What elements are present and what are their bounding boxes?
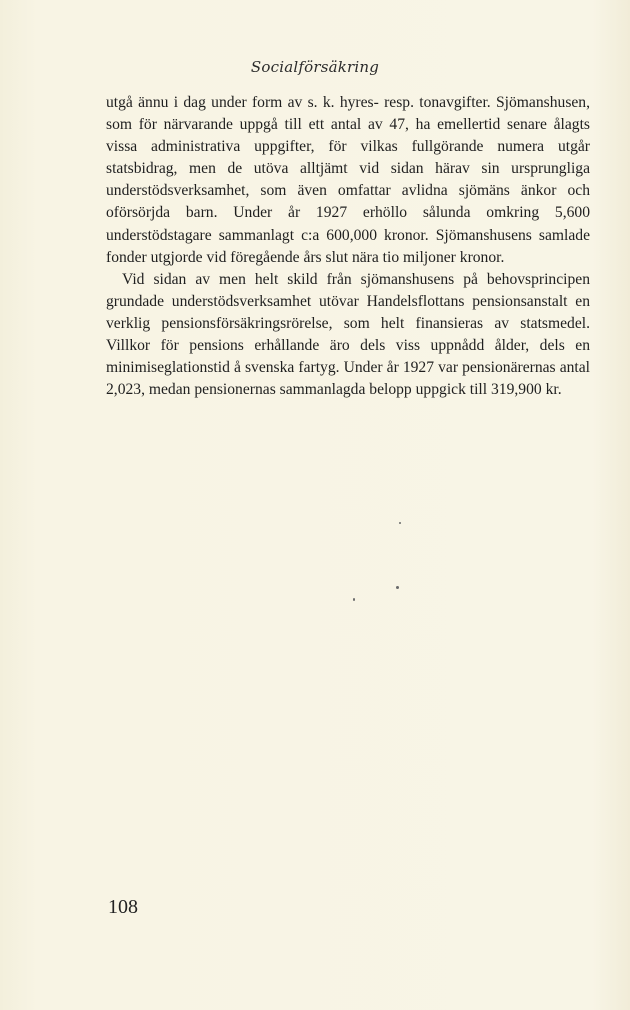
paper-speck	[396, 586, 399, 589]
paragraph-2: Vid sidan av men helt skild från sjömanshusens på behovsprincipen grundade understödsverksamhet utövar Handelsflottans pensionsanstalt en verklig pensionsförsäkringsrörelse, som helt finansieras av statsmedel. Villkor för pensions erhållande äro dels viss uppnådd ålder, dels en minimiseglationstid å svenska fartyg. Under år 1927 var pensionärernas antal 2,023, medan pensionernas sammanlagda belopp uppgick till 319,900 kr.	[106, 270, 590, 399]
page-number: 108	[108, 896, 138, 918]
paper-speck	[353, 598, 355, 601]
paragraph-1: utgå ännu i dag under form av s. k. hyres- resp. tonavgifter. Sjömanshusen, som för närvarande uppgå till ett antal av 47, ha emellertid senare ålagts vissa administrativa uppgifter, för vilkas fullgörande numera utgår statsbidrag, men de utöva alltjämt vid sidan härav sin ursprungliga understödsverksamhet, som även omfattar avlidna sjömäns änkor och oförsörjda barn. Under år 1927 erhöllo sålunda omkring 5,600 understödstagare sammanlagt c:a 600,000 kronor. Sjömanshusens samlade fonder utgjorde vid föregående års slut nära tio miljoner kronor.	[106, 94, 590, 266]
body-text	[106, 92, 590, 401]
paper-speck	[399, 522, 401, 524]
running-head: Socialförsäkring	[250, 58, 380, 76]
